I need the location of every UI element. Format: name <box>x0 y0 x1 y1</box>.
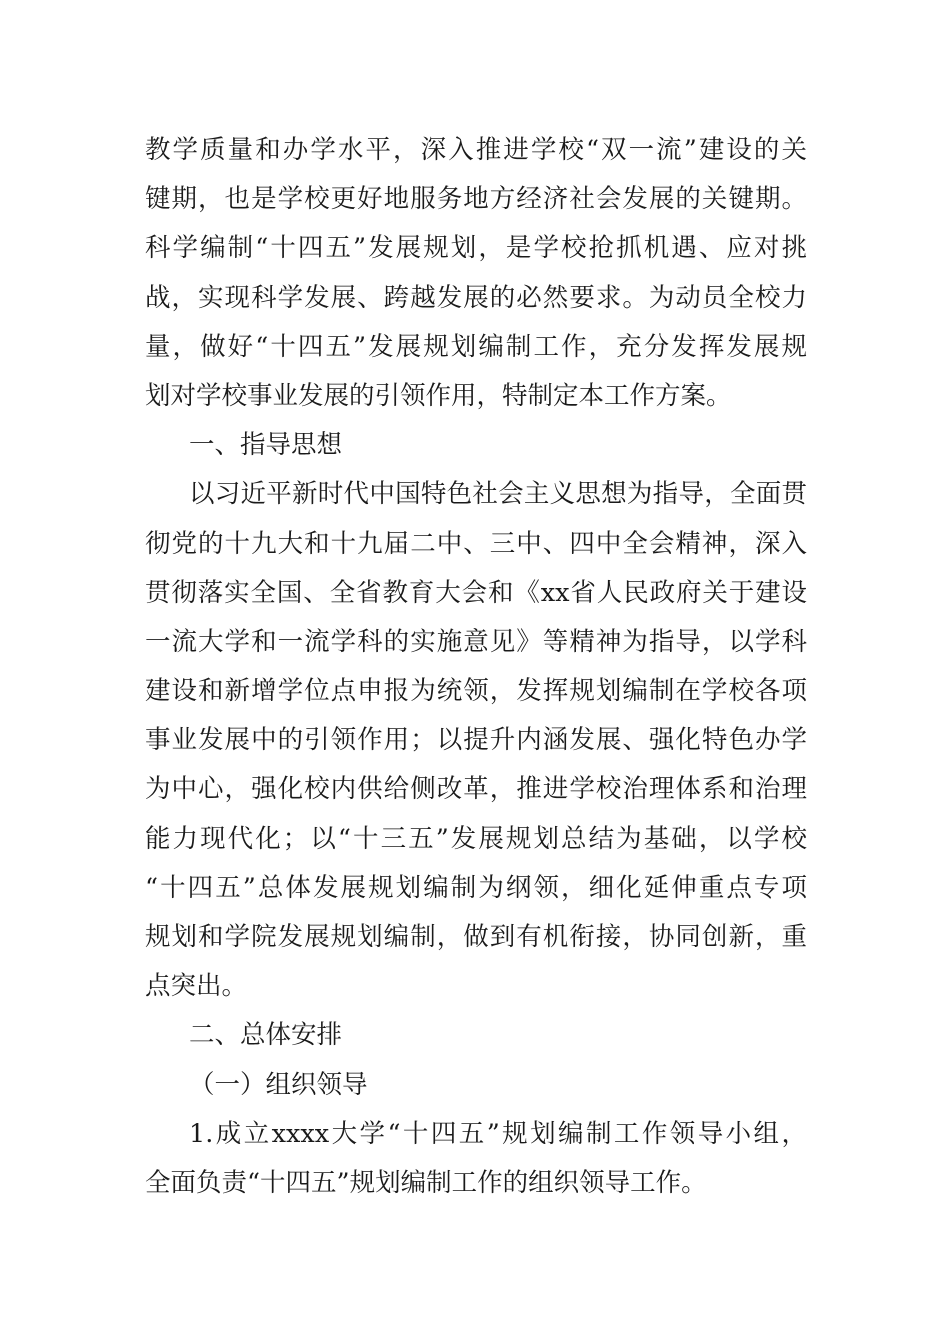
paragraph-line: 建设和新增学位点申报为统领，发挥规划编制在学校各项 <box>145 676 807 707</box>
subsection-heading: （一）组织领导 <box>189 1069 368 1100</box>
paragraph-line: 事业发展中的引领作用；以提升内涵发展、强化特色办学 <box>145 725 807 756</box>
paragraph-line: 量，做好“十四五”发展规划编制工作，充分发挥发展规 <box>145 331 807 362</box>
paragraph-line: 以习近平新时代中国特色社会主义思想为指导，全面贯 <box>189 479 807 510</box>
paragraph-line: 点突出。 <box>145 971 248 1002</box>
paragraph-line: 贯彻落实全国、全省教育大会和《xx省人民政府关于建设 <box>145 577 807 608</box>
section-heading: 一、指导思想 <box>189 430 343 461</box>
paragraph-line: 规划和学院发展规划编制，做到有机衔接，协同创新，重 <box>145 922 807 952</box>
paragraph-line: 教学质量和办学水平，深入推进学校“双一流”建设的关 <box>145 135 807 165</box>
paragraph-line: 战，实现科学发展、跨越发展的必然要求。为动员全校力 <box>145 282 807 313</box>
paragraph-line: 键期，也是学校更好地服务地方经济社会发展的关键期。 <box>145 184 807 215</box>
paragraph-line: “十四五”总体发展规划编制为纲领，细化延伸重点专项 <box>145 872 807 903</box>
paragraph-line: 一流大学和一流学科的实施意见》等精神为指导，以学科 <box>145 626 807 657</box>
paragraph-line: 彻党的十九大和十九届二中、三中、四中全会精神，深入 <box>145 528 807 559</box>
paragraph-line: 划对学校事业发展的引领作用，特制定本工作方案。 <box>145 380 732 411</box>
paragraph-line: 1.成立xxxx大学“十四五”规划编制工作领导小组， <box>189 1118 807 1149</box>
paragraph-line: 为中心，强化校内供给侧改革，推进学校治理体系和治理 <box>145 774 807 805</box>
paragraph-line: 全面负责“十四五”规划编制工作的组织领导工作。 <box>145 1167 707 1198</box>
document-body <box>145 126 807 1208</box>
section-heading: 二、总体安排 <box>189 1020 343 1051</box>
paragraph-line: 能力现代化；以“十三五”发展规划总结为基础，以学校 <box>145 823 807 854</box>
paragraph-line: 科学编制“十四五”发展规划，是学校抢抓机遇、应对挑 <box>145 233 807 264</box>
